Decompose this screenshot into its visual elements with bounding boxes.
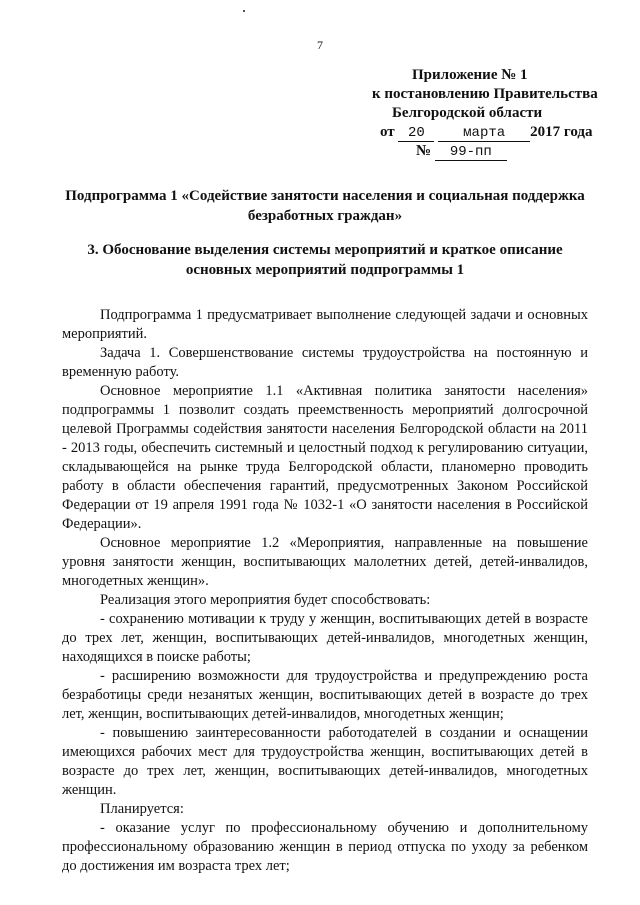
annex-header [372, 66, 612, 161]
paragraph: Подпрограмма 1 предусматривает выполнение следующей задачи и основных мероприятий. [62, 307, 588, 342]
page-number: 7 [317, 38, 323, 52]
section-title: 3. Обоснование выделения системы мероприятий и краткое описание основных мероприятий подпрограммы 1 [87, 242, 563, 278]
date-month: марта [438, 126, 530, 142]
paragraph: Реализация этого мероприятия будет способствовать: [100, 592, 431, 608]
number-prefix: № [416, 143, 432, 159]
list-item: - расширению возможности для трудоустройства и предупреждению роста безработицы среди незанятых женщин, воспитывающих детей в возрасте до трех лет, женщин, воспитывающих детей-инвалидов, многодетных женщин; [62, 668, 588, 722]
date-prefix: от [380, 124, 395, 140]
list-item: - сохранению мотивации к труду у женщин, воспитывающих детей в возрасте до трех лет, женщин, воспитывающих детей-инвалидов, многодетных женщин, находящихся в поиске работы; [62, 611, 588, 665]
annex-reference: к постановлению Правительства [372, 86, 598, 102]
paragraph: Основное мероприятие 1.1 «Активная политика занятости населения» подпрограммы 1 позволит создать преемственность мероприятий долгосрочной целевой Программы содействия занятости населения Белгородской области на 2011 - 2013 годы, обеспечить системный и целостный подход к регулированию ситуации, складывающейся на рынке труда Белгородской области, планомерно проводить работу в области обеспечения гарантий, предусмотренных Законом Российской Федерации от 19 апреля 1991 года № 1032-1 «О занятости населения в Российской Федерации». [62, 383, 588, 532]
number-value: 99-пп [435, 145, 507, 161]
date-year: 2017 года [530, 124, 593, 140]
list-item: - повышению заинтересованности работодателей в создании и оснащении имеющихся рабочих мест для трудоустройства женщин, воспитывающих детей в возрасте до трех лет, женщин, воспитывающих детей-инвалидов, многодетных женщин. [62, 725, 588, 798]
annex-number [416, 142, 612, 161]
annex-date [380, 123, 612, 142]
annex-title: Приложение № 1 [412, 67, 528, 83]
date-day: 20 [398, 126, 434, 142]
annex-region: Белгородской области [392, 105, 543, 121]
scan-speck [243, 10, 245, 12]
list-item: - оказание услуг по профессиональному обучению и дополнительному профессиональному образованию женщин в период отпуска по уходу за ребенком до достижения им возраста трех лет; [62, 820, 588, 874]
paragraph: Планируется: [100, 801, 184, 817]
paragraph: Задача 1. Совершенствование системы трудоустройства на постоянную и временную работу. [62, 345, 588, 380]
paragraph: Основное мероприятие 1.2 «Мероприятия, направленные на повышение уровня занятости женщин, воспитывающих малолетних детей, детей-инвалидов, многодетных женщин». [62, 535, 588, 589]
subprogram-title: Подпрограмма 1 «Содействие занятости населения и социальная поддержка безработных граждан» [65, 188, 585, 224]
document-body [62, 306, 588, 876]
